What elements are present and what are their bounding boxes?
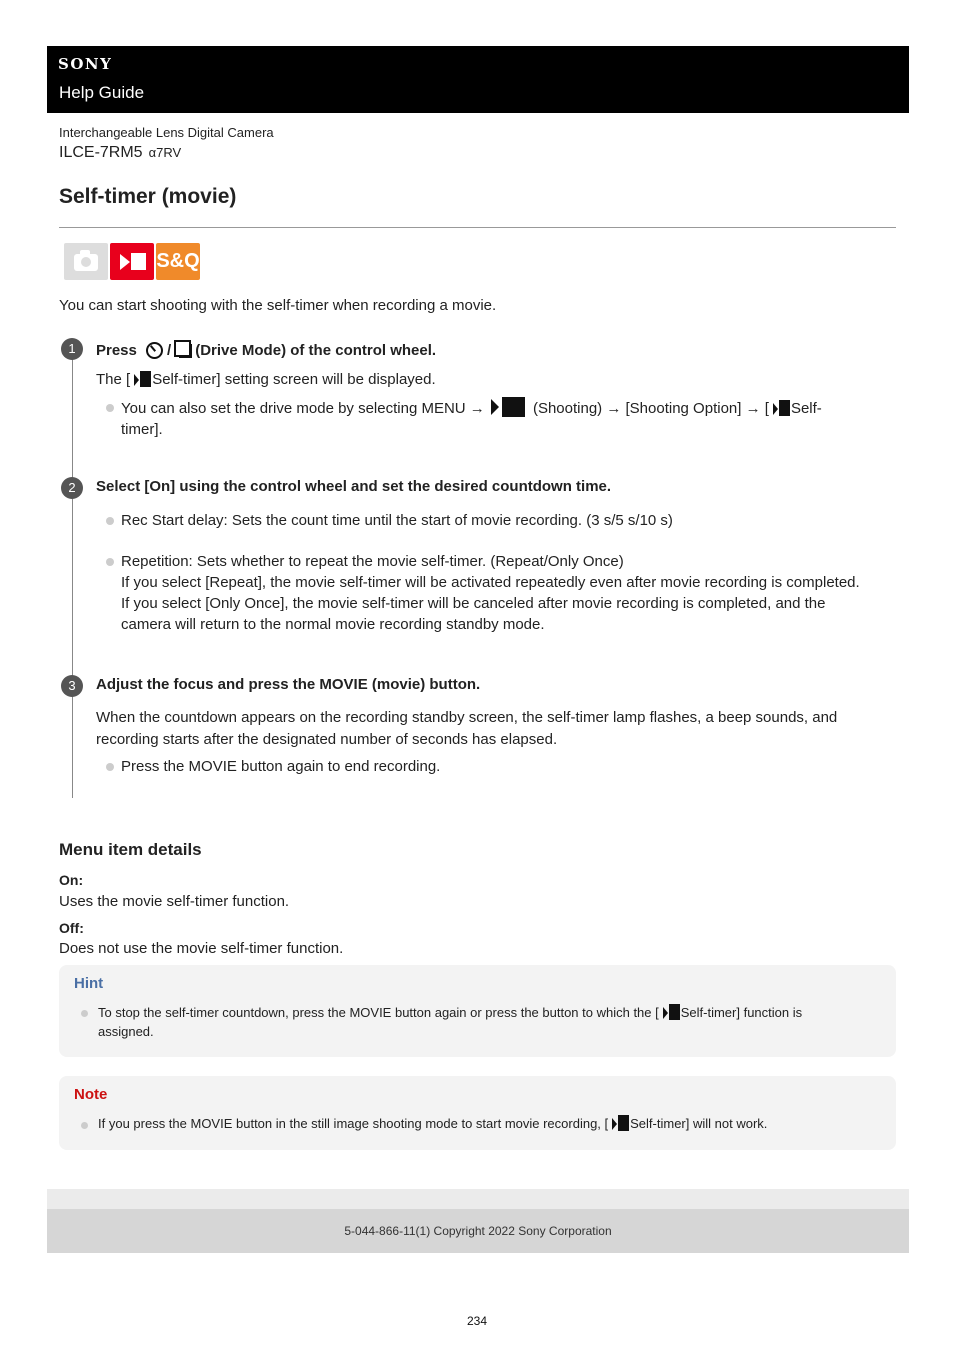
step-2-bullet-2-line-4: camera will return to the normal movie recording standby mode. xyxy=(121,616,545,633)
step-1-bullet xyxy=(121,397,896,440)
sq-mode-icon: S&Q xyxy=(156,243,200,280)
drive-mode-icon xyxy=(173,339,193,359)
step-1-text-pre: The [ xyxy=(96,371,131,388)
bullet-dot xyxy=(81,1122,88,1129)
step-3-text-line-1: When the countdown appears on the recording standby screen, the self-timer lamp flashes, a beep sounds, and xyxy=(96,709,838,726)
hint-text-pre: To stop the self-timer countdown, press the MOVIE button again or press the button to which the [ xyxy=(98,1005,659,1020)
bullet-dot xyxy=(106,763,114,771)
self-timer-icon xyxy=(144,339,164,359)
page-number: 234 xyxy=(466,1314,488,1328)
step-1-title-pre: Press xyxy=(96,342,137,359)
note-text-post: Self-timer] will not work. xyxy=(630,1116,768,1131)
bullet-dot xyxy=(106,558,114,566)
hint-label: Hint xyxy=(74,975,104,992)
step-2-bullet-2-line-3: If you select [Only Once], the movie self-timer will be canceled after movie recording is completed, and the xyxy=(121,595,826,612)
page-title: Self-timer (movie) xyxy=(59,185,237,208)
note-box xyxy=(59,1076,896,1150)
step-1-title xyxy=(96,339,436,359)
movie-mode-icon xyxy=(110,243,154,280)
on-term: On: xyxy=(59,872,84,888)
page-header xyxy=(47,46,909,113)
step-1-title-post: (Drive Mode) of the control wheel. xyxy=(195,342,437,359)
note-text-pre: If you press the MOVIE button in the still image shooting mode to start movie recording, [ xyxy=(98,1116,609,1131)
step-2-bullet-2-line-2: If you select [Repeat], the movie self-timer will be activated repeatedly even after movie recording is completed. xyxy=(121,574,860,591)
footer-band xyxy=(47,1189,909,1209)
shooting-menu-icon xyxy=(491,397,525,417)
step-1-bullet-b: (Shooting) → [Shooting Option] → [ xyxy=(532,400,769,417)
bullet-dot xyxy=(106,404,114,412)
intro-text: You can start shooting with the self-timer when recording a movie. xyxy=(59,297,497,314)
step-1-bullet-c: Self- xyxy=(790,400,822,417)
step-3-bullet: Press the MOVIE button again to end recording. xyxy=(121,758,441,775)
bullet-dot xyxy=(81,1010,88,1017)
off-definition: Does not use the movie self-timer function. xyxy=(59,940,344,957)
model-sub: α7RV xyxy=(148,145,182,160)
on-definition: Uses the movie self-timer function. xyxy=(59,893,290,910)
step-3-text xyxy=(96,707,837,751)
step-1-bullet-a: You can also set the drive mode by selecting MENU → xyxy=(121,400,485,417)
copyright: 5-044-866-11(1) Copyright 2022 Sony Corporation xyxy=(344,1224,612,1238)
step-1-number: 1 xyxy=(61,338,83,360)
help-guide-label: Help Guide xyxy=(59,83,145,102)
photo-mode-icon xyxy=(64,243,108,280)
bullet-dot xyxy=(106,517,114,525)
note-text xyxy=(98,1114,878,1133)
product-line: Interchangeable Lens Digital Camera xyxy=(59,125,274,140)
step-3-title: Adjust the focus and press the MOVIE (movie) button. xyxy=(96,676,481,693)
step-1-bullet-d: timer]. xyxy=(121,421,163,438)
step-2-bullet-1: Rec Start delay: Sets the count time until the start of movie recording. (3 s/5 s/10 s) xyxy=(121,512,673,529)
footer xyxy=(47,1209,909,1253)
menu-details-heading: Menu item details xyxy=(59,840,202,859)
step-3-number: 3 xyxy=(61,675,83,697)
step-1-text xyxy=(96,369,436,391)
step-2-title: Select [On] using the control wheel and set the desired countdown time. xyxy=(96,478,612,495)
step-2-bullet-2-line-1: Repetition: Sets whether to repeat the movie self-timer. (Repeat/Only Once) xyxy=(121,553,624,570)
step-2-number: 2 xyxy=(61,477,83,499)
step-1-title-sep: / xyxy=(167,342,172,359)
model-name xyxy=(59,144,181,162)
hint-text-line-2: assigned. xyxy=(98,1024,154,1039)
sony-logo: SONY xyxy=(58,55,113,73)
hint-text-post: Self-timer] function is xyxy=(680,1005,803,1020)
hint-box xyxy=(59,965,896,1057)
movie-icon xyxy=(659,1004,681,1020)
step-1-text-post: Self-timer] setting screen will be displayed. xyxy=(152,371,436,388)
movie-icon xyxy=(608,1115,630,1131)
step-3-text-line-2: recording starts after the designated number of seconds has elapsed. xyxy=(96,731,558,748)
off-term: Off: xyxy=(59,920,84,936)
movie-icon xyxy=(769,400,791,416)
title-divider xyxy=(59,227,896,228)
hint-text xyxy=(98,1003,878,1041)
movie-icon xyxy=(130,371,152,387)
step-2-bullet-2 xyxy=(121,551,896,635)
model-number: ILCE-7RM5 xyxy=(59,144,143,161)
note-label: Note xyxy=(74,1086,108,1103)
steps-line xyxy=(72,352,73,798)
